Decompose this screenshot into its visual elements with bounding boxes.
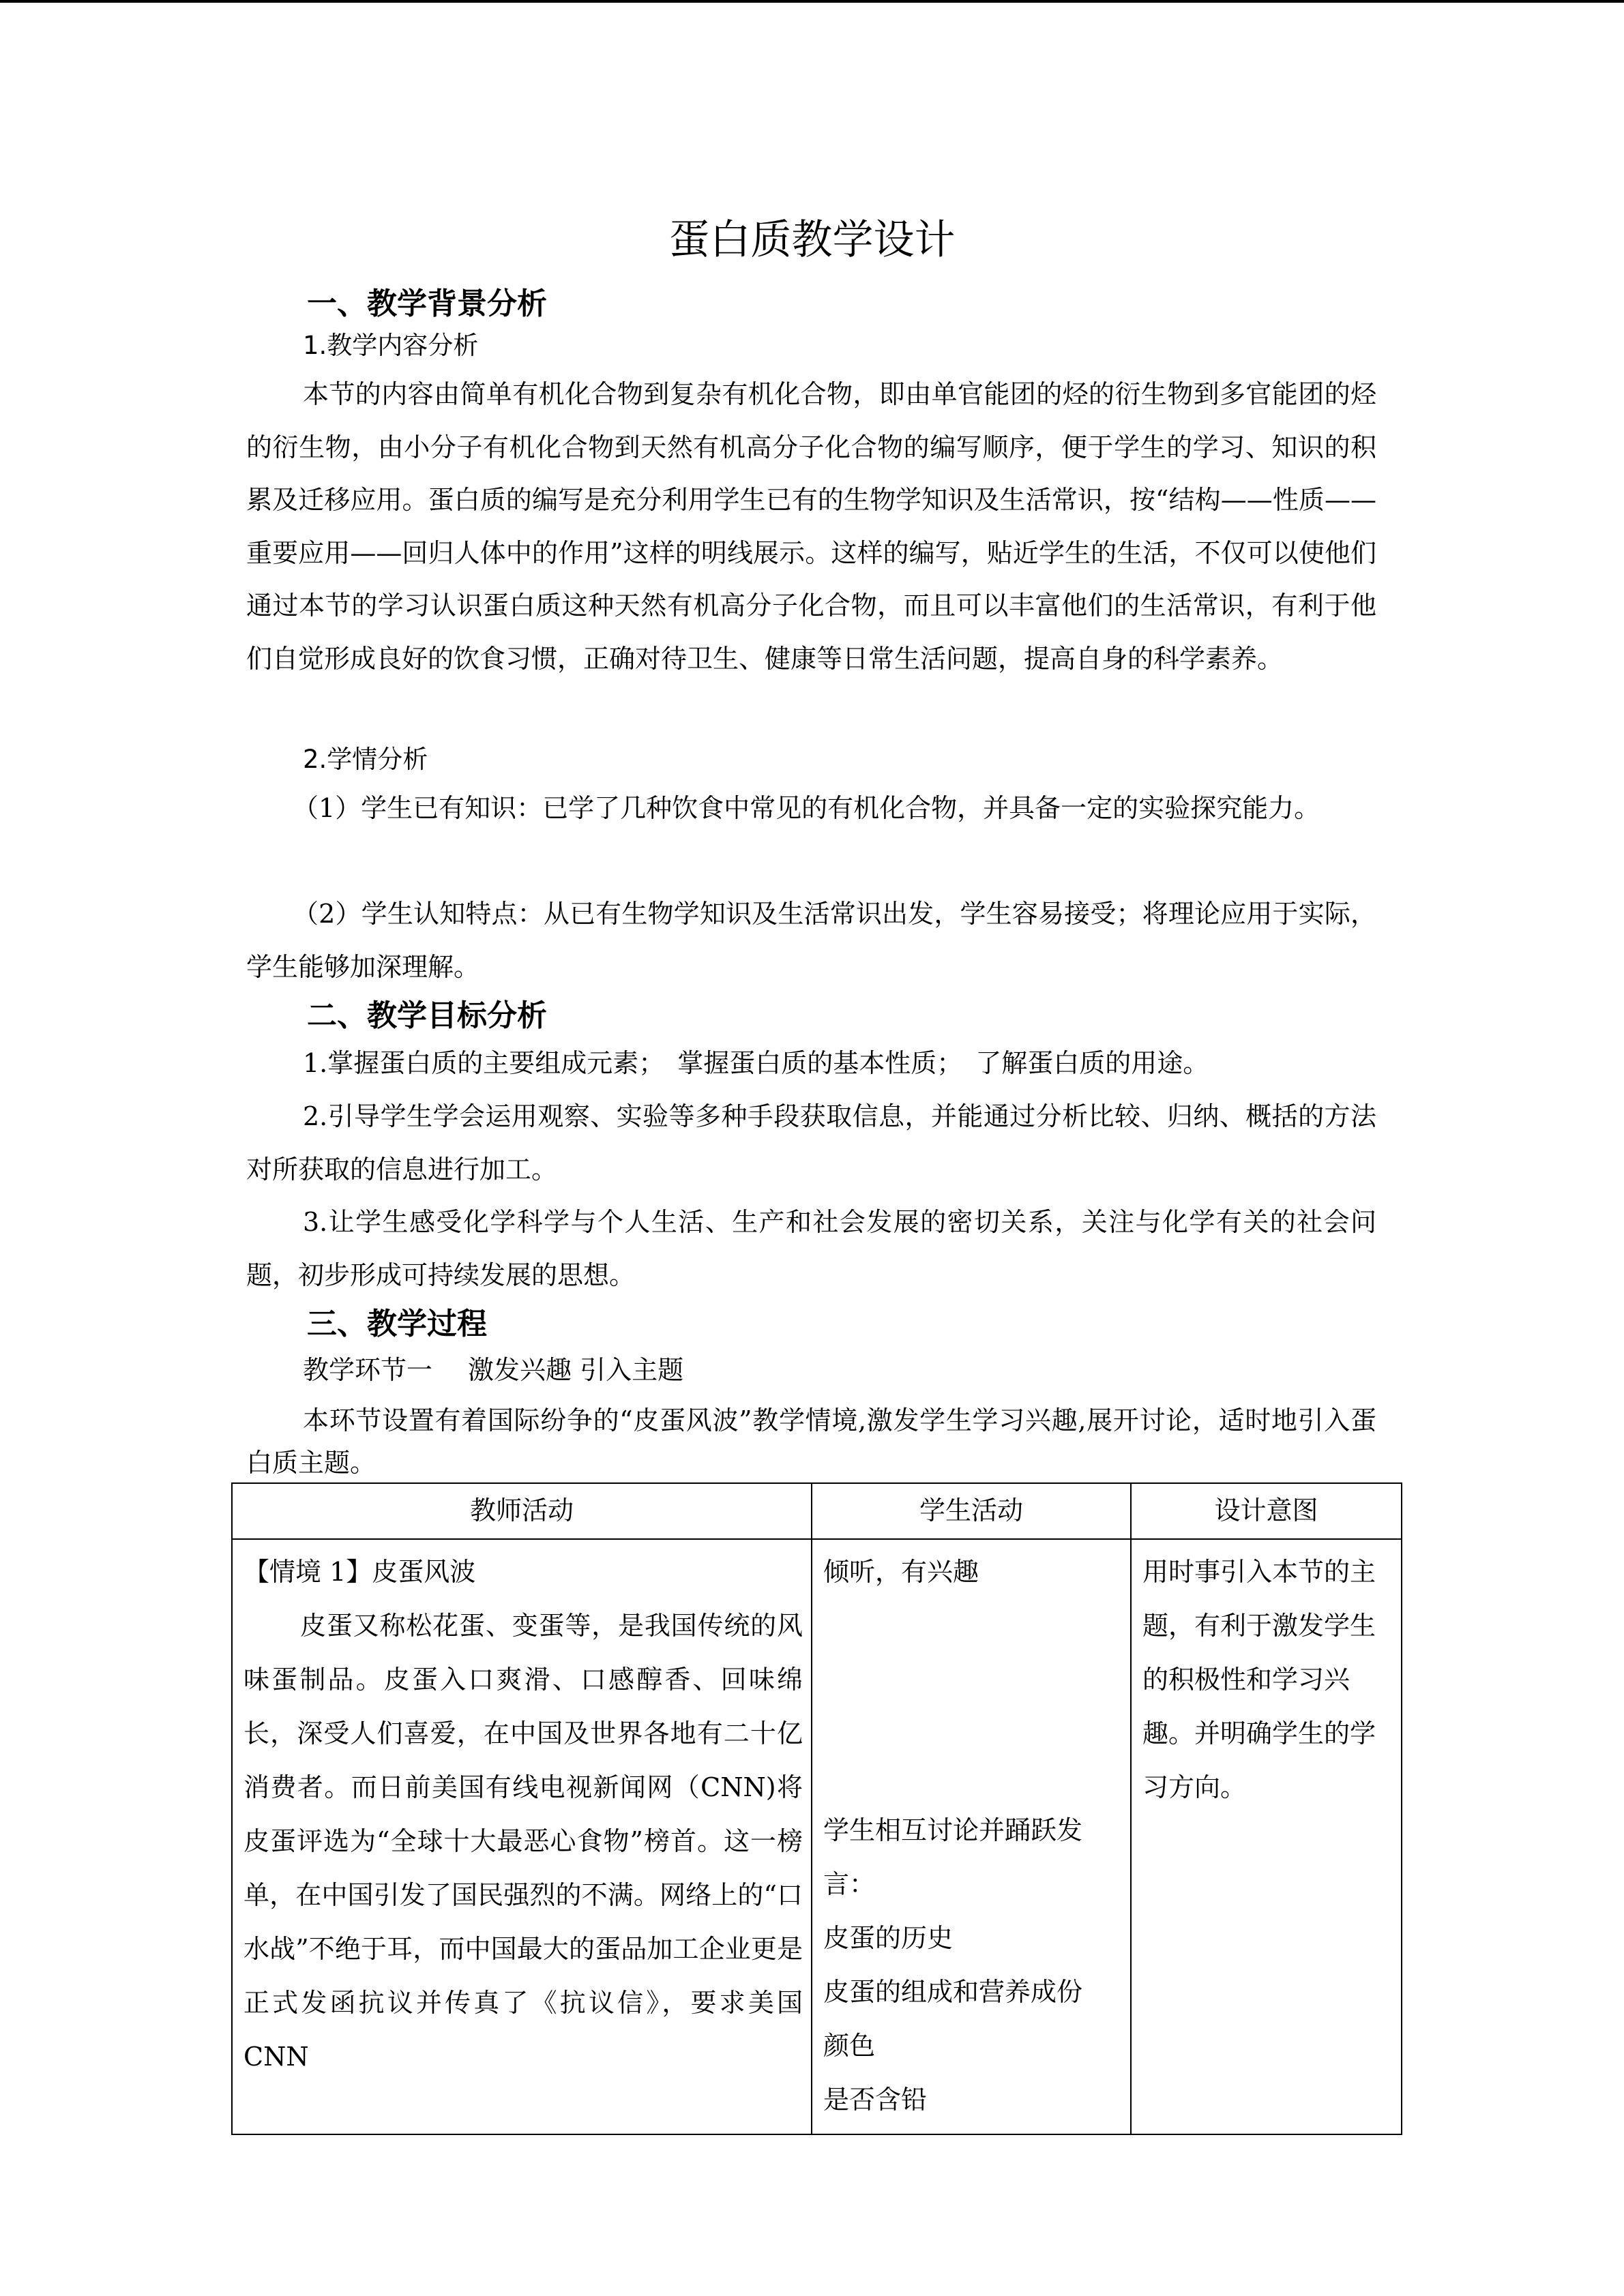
header-student: 学生活动 (812, 1483, 1131, 1539)
section-heading-background: 一、教学背景分析 (307, 286, 547, 321)
cell-student-activity (812, 1539, 1131, 2134)
step-intro: 本环节设置有着国际纷争的“皮蛋风波”教学情境,激发学生学习兴趣,展开讨论，适时地引入蛋白质主题。 (246, 1405, 1376, 1478)
student-listen: 倾听，有兴趣 (823, 1557, 979, 1587)
goal-2: 2.引导学生学会运用观察、实验等多种手段获取信息，并能通过分析比较、归纳、概括的方法对所获取的信息进行加工。 (246, 1101, 1376, 1184)
section-heading-process: 三、教学过程 (307, 1307, 487, 1341)
step-title: 激发兴趣 引入主题 (468, 1355, 684, 1385)
cell-design-intent (1131, 1539, 1402, 2134)
goal-3: 3.让学生感受化学科学与个人生活、生产和社会发展的密切关系，关注与化学有关的社会问题，初步形成可持续发展的思想。 (246, 1207, 1376, 1290)
student-item-2: 皮蛋的组成和营养成份 (823, 1977, 1083, 2007)
goal-1: 1.掌握蛋白质的主要组成元素； 掌握蛋白质的基本性质； 了解蛋白质的用途。 (303, 1048, 1209, 1078)
student-discuss: 学生相互讨论并踊跃发言： (823, 1815, 1083, 1899)
subheading-content-analysis: 1.教学内容分析 (303, 331, 479, 360)
subheading-learner-analysis: 2.学情分析 (303, 745, 428, 774)
cell-teacher-activity (232, 1539, 812, 2134)
paragraph-learner-knowledge: （1）学生已有知识：已学了几种饮食中常见的有机化合物，并具备一定的实验探究能力。 (293, 793, 1320, 823)
step-label: 教学环节一 (303, 1355, 433, 1385)
header-teacher: 教师活动 (232, 1483, 812, 1539)
page-title: 蛋白质教学设计 (668, 216, 956, 264)
section-heading-goals: 二、教学目标分析 (307, 998, 547, 1033)
teaching-step-heading (303, 1352, 683, 1388)
paragraph-content-analysis: 本节的内容由简单有机化合物到复杂有机化合物，即由单官能团的烃的衍生物到多官能团的烃的衍生物，由小分子有机化合物到天然有机高分子化合物的编写顺序，便于学生的学习、知识的积累及迁移应用。蛋白质的编写是充分利用学生已有的生物学知识及生活常识，按“结构——性质——重要应用——回归人体中的作用”这样的明线展示。这样的编写，贴近学生的生活，不仅可以使他们通过本节的学习认识蛋白质这种天然有机高分子化合物，而且可以丰富他们的生活常识，有利于他们自觉形成良好的饮食习惯，正确对待卫生、健康等日常生活问题，提高自身的科学素养。 (246, 379, 1376, 674)
student-item-1: 皮蛋的历史 (823, 1923, 954, 1953)
student-item-3: 颜色 (823, 2031, 876, 2061)
student-item-4: 是否含铅 (823, 2085, 928, 2115)
situation-title: 【情境 1】皮蛋风波 (243, 1557, 476, 1587)
table-row (232, 1539, 1402, 2134)
table-header-row (232, 1483, 1402, 1539)
situation-text: 皮蛋又称松花蛋、变蛋等，是我国传统的风味蛋制品。皮蛋入口爽滑、口感醇香、回味绵长，深受人们喜爱，在中国及世界各地有二十亿消费者。而日前美国有线电视新闻网（CNN)将皮蛋评选为“全球十大最恶心食物”榜首。这一榜单，在中国引发了国民强烈的不满。网络上的“口水战”不绝于耳，而中国最大的蛋品加工企业更是正式发函抗议并传真了《抗议信》，要求美国 CNN (243, 1611, 803, 2072)
header-intent: 设计意图 (1131, 1483, 1402, 1539)
intent-text: 用时事引入本节的主题，有利于激发学生的积极性和学习兴趣。并明确学生的学习方向。 (1142, 1557, 1376, 1802)
activity-table (231, 1482, 1402, 2135)
paragraph-learner-traits: （2）学生认知特点：从已有生物学知识及生活常识出发，学生容易接受；将理论应用于实际，学生能够加深理解。 (246, 899, 1376, 982)
